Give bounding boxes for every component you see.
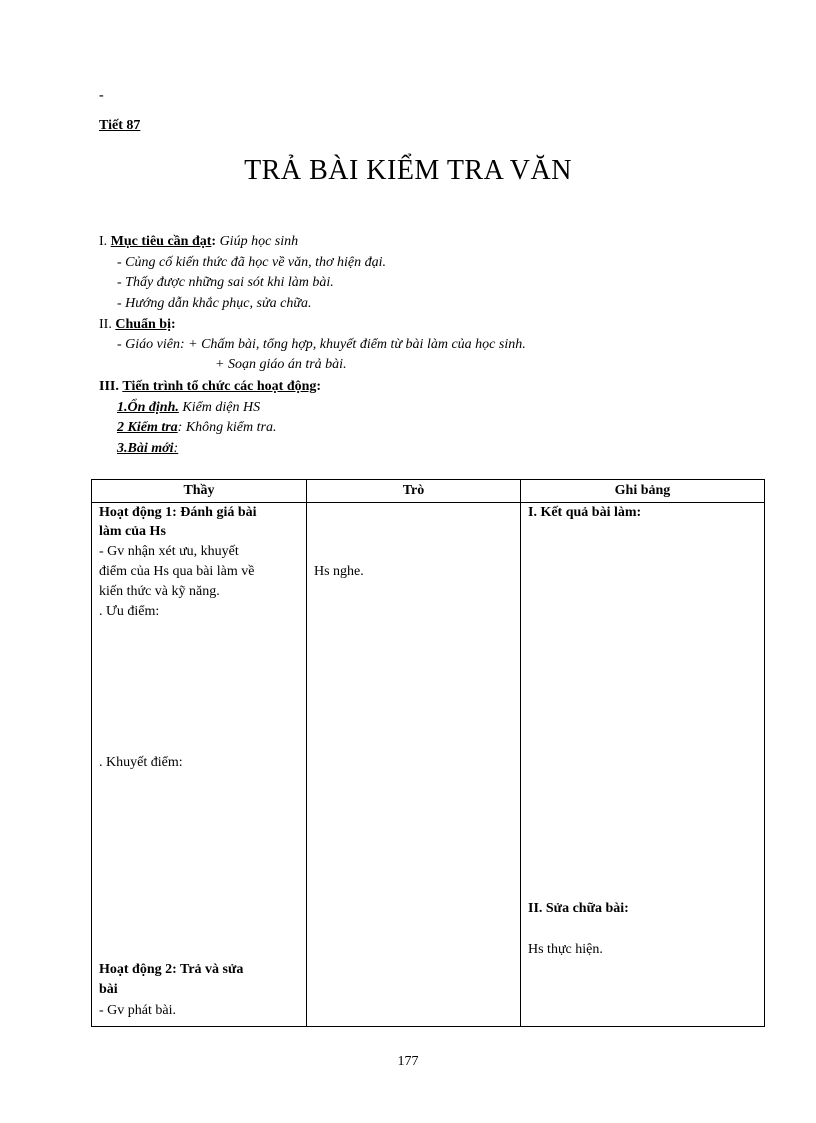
page-title: TRẢ BÀI KIỂM TRA VĂN	[244, 155, 572, 186]
column-header-teacher: Thầy	[92, 480, 307, 503]
column-header-board: Ghi bảng	[521, 480, 765, 503]
step-2-label: 2 Kiểm tra	[117, 420, 178, 435]
section-1-number: I.	[99, 234, 108, 249]
step-1-text: Kiểm diện HS	[182, 400, 261, 415]
teacher-note-line: - Gv nhận xét ưu, khuyết	[99, 544, 239, 559]
strengths-label: . Ưu điểm:	[99, 604, 160, 619]
activity-table	[91, 479, 765, 1027]
teacher-note-line: kiến thức và kỹ năng.	[99, 584, 220, 599]
section-2-colon: :	[170, 317, 176, 332]
section-2-number: II.	[99, 317, 112, 332]
student-perform: Hs thực hiện.	[528, 942, 603, 957]
section-3-title: Tiến trình tổ chức các hoạt động	[122, 379, 317, 394]
column-header-student: Trò	[307, 480, 521, 503]
weaknesses-label: . Khuyết điểm:	[99, 755, 183, 770]
activity-2-title-line-1: Hoạt động 2: Trả và sửa	[99, 962, 244, 977]
teacher-hand-out: - Gv phát bài.	[99, 1003, 176, 1018]
activity-1-title-line-2: làm của Hs	[99, 524, 166, 539]
section-2-title: Chuẩn bị	[115, 317, 171, 332]
teacher-cell	[92, 503, 307, 1027]
activity-1-title-line-1	[99, 505, 299, 521]
section-3-colon: :	[316, 379, 322, 394]
step-2-text: : Không kiểm tra.	[177, 420, 277, 435]
step-3-label: 3.Bài mới	[117, 441, 174, 456]
objective-item: - Thấy được những sai sót khi làm bài.	[117, 275, 334, 290]
board-cell	[521, 503, 765, 1027]
step-2	[117, 420, 276, 436]
activity-2-title-line-2: bài	[99, 982, 118, 997]
activity-1-title-text: Hoạt động 1: Đánh giá bài	[99, 505, 257, 520]
results-heading: I. Kết quả bài làm:	[528, 505, 642, 520]
lesson-number: Tiết 87	[99, 118, 141, 133]
section-1-intro: Giúp học sinh	[219, 234, 299, 249]
student-listen: Hs nghe.	[314, 564, 364, 579]
student-cell	[307, 503, 521, 1027]
header-dash: -	[99, 88, 104, 103]
section-1-title: Mục tiêu cần đạt	[110, 234, 212, 249]
step-3	[117, 441, 178, 457]
teacher-note-line: điểm của Hs qua bài làm về	[99, 564, 255, 579]
section-2-heading	[99, 317, 176, 333]
step-3-colon: :	[173, 441, 179, 456]
section-1-colon: :	[211, 234, 217, 249]
page-number: 177	[397, 1054, 419, 1069]
objective-item: - Hướng dẫn khắc phục, sửa chữa.	[117, 296, 312, 311]
section-1-heading	[99, 234, 298, 250]
preparation-teacher: - Giáo viên: + Chấm bài, tổng hợp, khuyết điểm từ bài làm của học sinh.	[117, 337, 526, 352]
section-3-number: III.	[99, 379, 119, 394]
step-1	[117, 400, 260, 416]
step-1-label: 1.Ổn định.	[117, 400, 179, 415]
table-row	[92, 503, 765, 1027]
objective-item: - Củng cố kiến thức đã học về văn, thơ hiện đại.	[117, 255, 386, 270]
section-3-heading	[99, 379, 321, 395]
preparation-lesson-plan: + Soạn giáo án trả bài.	[215, 357, 347, 372]
corrections-heading: II. Sửa chữa bài:	[528, 901, 629, 916]
table-header-row	[92, 480, 765, 503]
